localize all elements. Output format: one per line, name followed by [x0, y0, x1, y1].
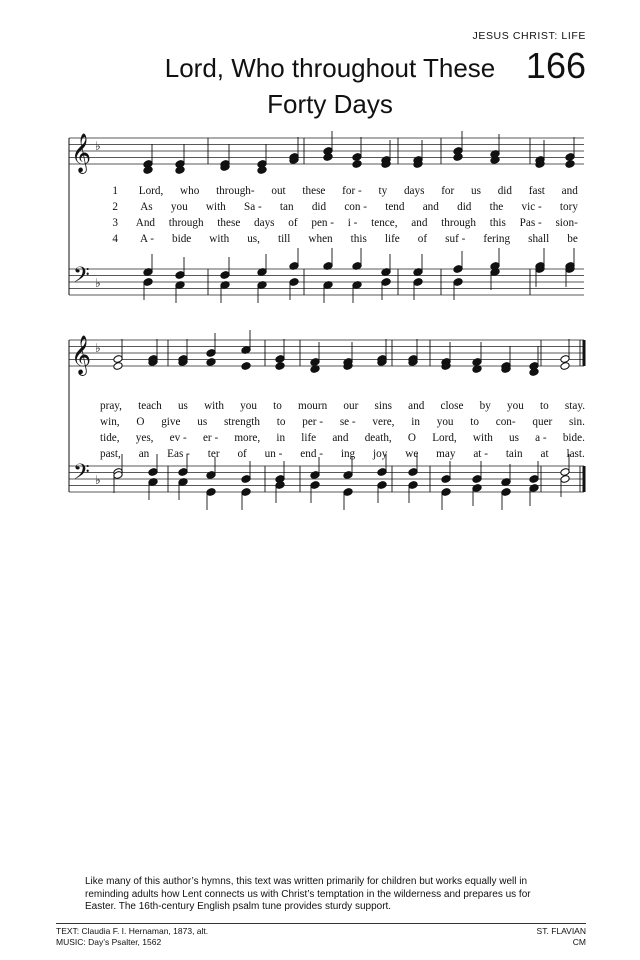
lyric-syllable: give [161, 416, 181, 428]
lyric-syllable: of [288, 217, 298, 229]
lyric-syllable: Pas - [519, 217, 542, 229]
lyric-syllable: more, [234, 432, 261, 444]
lyric-syllable: Lord, [138, 185, 164, 197]
lyric-syllable: you [436, 416, 454, 428]
verse-number: 4 [112, 233, 118, 245]
lyric-syllable: with [205, 201, 226, 213]
lyric-syllable: end - [300, 448, 323, 460]
lyric-syllable: un - [264, 448, 283, 460]
key-flat-icon: ♭ [95, 139, 101, 153]
lyric-syllable: for - [342, 185, 362, 197]
lyric-syllable: did [311, 201, 327, 213]
lyric-syllable: con- [495, 416, 516, 428]
lyric-syllable: and [561, 185, 578, 197]
lyric-syllable: these [302, 185, 326, 197]
lyric-syllable: you [507, 400, 524, 412]
lyric-syllable: life [301, 432, 317, 444]
lyric-syllable: sin. [569, 416, 585, 428]
lyric-syllable: you [170, 201, 188, 213]
note-head [565, 160, 575, 169]
lyric-syllable: A - [140, 233, 154, 245]
lyric-syllable: vic - [521, 201, 542, 213]
text-credit: TEXT: Claudia F. I. Hernaman, 1873, alt. [56, 926, 209, 936]
verse-number: 3 [112, 217, 118, 229]
lyric-syllable: bide. [562, 432, 585, 444]
lyric-syllable: through [441, 217, 476, 229]
lyric-syllable: when [308, 233, 333, 245]
lyric-syllable: days [254, 217, 275, 229]
lyric-syllable: through [168, 217, 204, 229]
lyric-syllable: fast [528, 185, 545, 197]
system1-verse-3 [104, 217, 578, 229]
lyric-syllable: may [436, 448, 456, 460]
lyric-syllable: past, [100, 448, 121, 460]
system2-verse-4 [100, 448, 585, 460]
treble-clef-icon: 𝄞 [71, 335, 92, 375]
lyric-syllable: and [408, 400, 425, 412]
lyric-syllable: sion- [555, 217, 578, 229]
lyric-syllable: per - [302, 416, 324, 428]
lyric-syllable: ev - [169, 432, 187, 444]
credits-left [56, 926, 208, 948]
credits-right [537, 926, 586, 948]
section-label: JESUS CHRIST: LIFE [472, 30, 586, 42]
lyric-syllable: sins [374, 400, 392, 412]
note-head [241, 362, 251, 371]
lyric-syllable: of [417, 233, 428, 245]
note-head [113, 362, 123, 371]
lyric-syllable: this [489, 217, 506, 229]
lyric-syllable: us [471, 185, 481, 197]
lyric-syllable: till [277, 233, 291, 245]
lyric-syllable: fering [483, 233, 511, 245]
bass-clef-icon: 𝄢 [73, 263, 90, 293]
lyric-syllable: Eas - [167, 448, 190, 460]
lyric-syllable: stay. [564, 400, 585, 412]
meter: CM [572, 937, 586, 947]
lyric-syllable: the [489, 201, 504, 213]
lyric-syllable: us [177, 400, 188, 412]
system2-verse-2 [100, 416, 585, 428]
lyric-syllable: with [209, 233, 230, 245]
treble-clef-icon: 𝄞 [71, 133, 92, 173]
lyric-syllable: shall [528, 233, 550, 245]
key-flat-icon: ♭ [95, 276, 101, 290]
note-head [206, 358, 216, 367]
lyric-syllable: with [472, 432, 493, 444]
hymn-title-line2: Forty Days [267, 89, 393, 119]
lyric-syllable: ter [207, 448, 220, 460]
key-flat-icon: ♭ [95, 341, 101, 355]
music-credit: MUSIC: Day’s Psalter, 1562 [56, 937, 162, 947]
lyric-syllable: Sa - [243, 201, 262, 213]
lyric-syllable: did [457, 201, 472, 213]
lyric-syllable: vere, [372, 416, 395, 428]
lyric-syllable: and [332, 432, 349, 444]
lyric-syllable: O [136, 416, 145, 428]
hymn-number: 166 [525, 45, 586, 86]
lyric-syllable: to [470, 416, 479, 428]
lyric-syllable: for [441, 185, 455, 197]
lyric-syllable: through- [216, 185, 255, 197]
lyric-syllable: be [567, 233, 578, 245]
lyric-syllable: As [140, 201, 153, 213]
note-head [560, 362, 570, 371]
tune-name: ST. FLAVIAN [536, 926, 586, 936]
lyric-syllable: in [411, 416, 420, 428]
lyric-syllable: tend [385, 201, 405, 213]
lyric-syllable: did [497, 185, 512, 197]
lyric-syllable: ing [340, 448, 356, 460]
lyric-syllable: to [540, 400, 549, 412]
lyric-syllable: close [440, 400, 464, 412]
lyric-syllable: pen - [311, 217, 335, 229]
lyric-syllable: out [271, 185, 286, 197]
lyric-syllable: ty [378, 185, 388, 197]
lyric-syllable: tain [505, 448, 523, 460]
lyric-syllable: pray, [100, 400, 122, 412]
system2-verse-1 [100, 400, 585, 412]
lyric-syllable: last. [566, 448, 585, 460]
hymn-title-line1: Lord, Who throughout These [164, 53, 496, 83]
lyric-syllable: and [411, 217, 428, 229]
lyric-syllable: of [237, 448, 247, 460]
lyric-syllable: quer [532, 416, 553, 428]
hymn-note: Like many of this author’s hymns, this text was written primarily for children but works equally well in reminding adults how Lent connects us with Christ’s temptation in the wilderness and prepares us for Easter. The 16th-century English psalm tune provides sturdy support. [85, 876, 531, 912]
lyric-syllable: tence, [371, 217, 398, 229]
lyric-syllable: tide, [100, 432, 120, 444]
lyric-syllable: death, [364, 432, 392, 444]
lyric-syllable: and [422, 201, 439, 213]
lyric-syllable: O [407, 432, 416, 444]
system1-verse-2 [104, 201, 578, 213]
lyric-syllable: con - [344, 201, 368, 213]
verse-number: 2 [112, 201, 118, 213]
lyric-syllable: And [135, 217, 156, 229]
lyric-syllable: mourn [298, 400, 328, 412]
lyric-syllable: er - [202, 432, 219, 444]
lyric-syllable: an [138, 448, 150, 460]
system2-verse-3 [100, 432, 585, 444]
lyric-syllable: teach [138, 400, 162, 412]
lyric-syllable: you [240, 400, 257, 412]
lyric-syllable: us [197, 416, 208, 428]
lyric-syllable: in [276, 432, 286, 444]
lyric-syllable: us [509, 432, 519, 444]
lyric-syllable: this [350, 233, 367, 245]
lyric-syllable: to [273, 400, 282, 412]
lyric-syllable: Lord, [432, 432, 457, 444]
note-head [275, 362, 285, 371]
lyric-syllable: i - [347, 217, 358, 229]
lyric-syllable: bide [172, 233, 192, 245]
key-flat-icon: ♭ [95, 473, 101, 487]
bass-clef-icon: 𝄢 [73, 460, 90, 490]
lyric-syllable: our [343, 400, 359, 412]
lyric-syllable: win, [100, 416, 120, 428]
lyric-syllable: we [405, 448, 419, 460]
lyric-syllable: us, [247, 233, 260, 245]
system1-verse-1 [104, 185, 578, 197]
note-head [352, 160, 362, 169]
lyric-syllable: life [384, 233, 400, 245]
lyric-syllable: at [540, 448, 549, 460]
verse-number: 1 [112, 185, 118, 197]
lyric-syllable: tory [559, 201, 578, 213]
lyric-syllable: strength [223, 416, 260, 428]
lyric-syllable: to [276, 416, 286, 428]
lyric-syllable: tan [279, 201, 294, 213]
lyric-syllable: days [403, 185, 425, 197]
system1-verse-4 [104, 233, 578, 245]
lyric-syllable: these [217, 217, 241, 229]
lyric-syllable: suf - [445, 233, 466, 245]
lyric-syllable: who [180, 185, 200, 197]
lyric-syllable: a - [535, 432, 547, 444]
lyric-syllable: by [479, 400, 491, 412]
lyric-syllable: yes, [135, 432, 154, 444]
lyric-syllable: at - [473, 448, 488, 460]
lyric-syllable: joy [373, 448, 388, 460]
footer-divider [56, 923, 586, 924]
lyric-syllable: se - [339, 416, 356, 428]
lyric-syllable: with [204, 400, 224, 412]
